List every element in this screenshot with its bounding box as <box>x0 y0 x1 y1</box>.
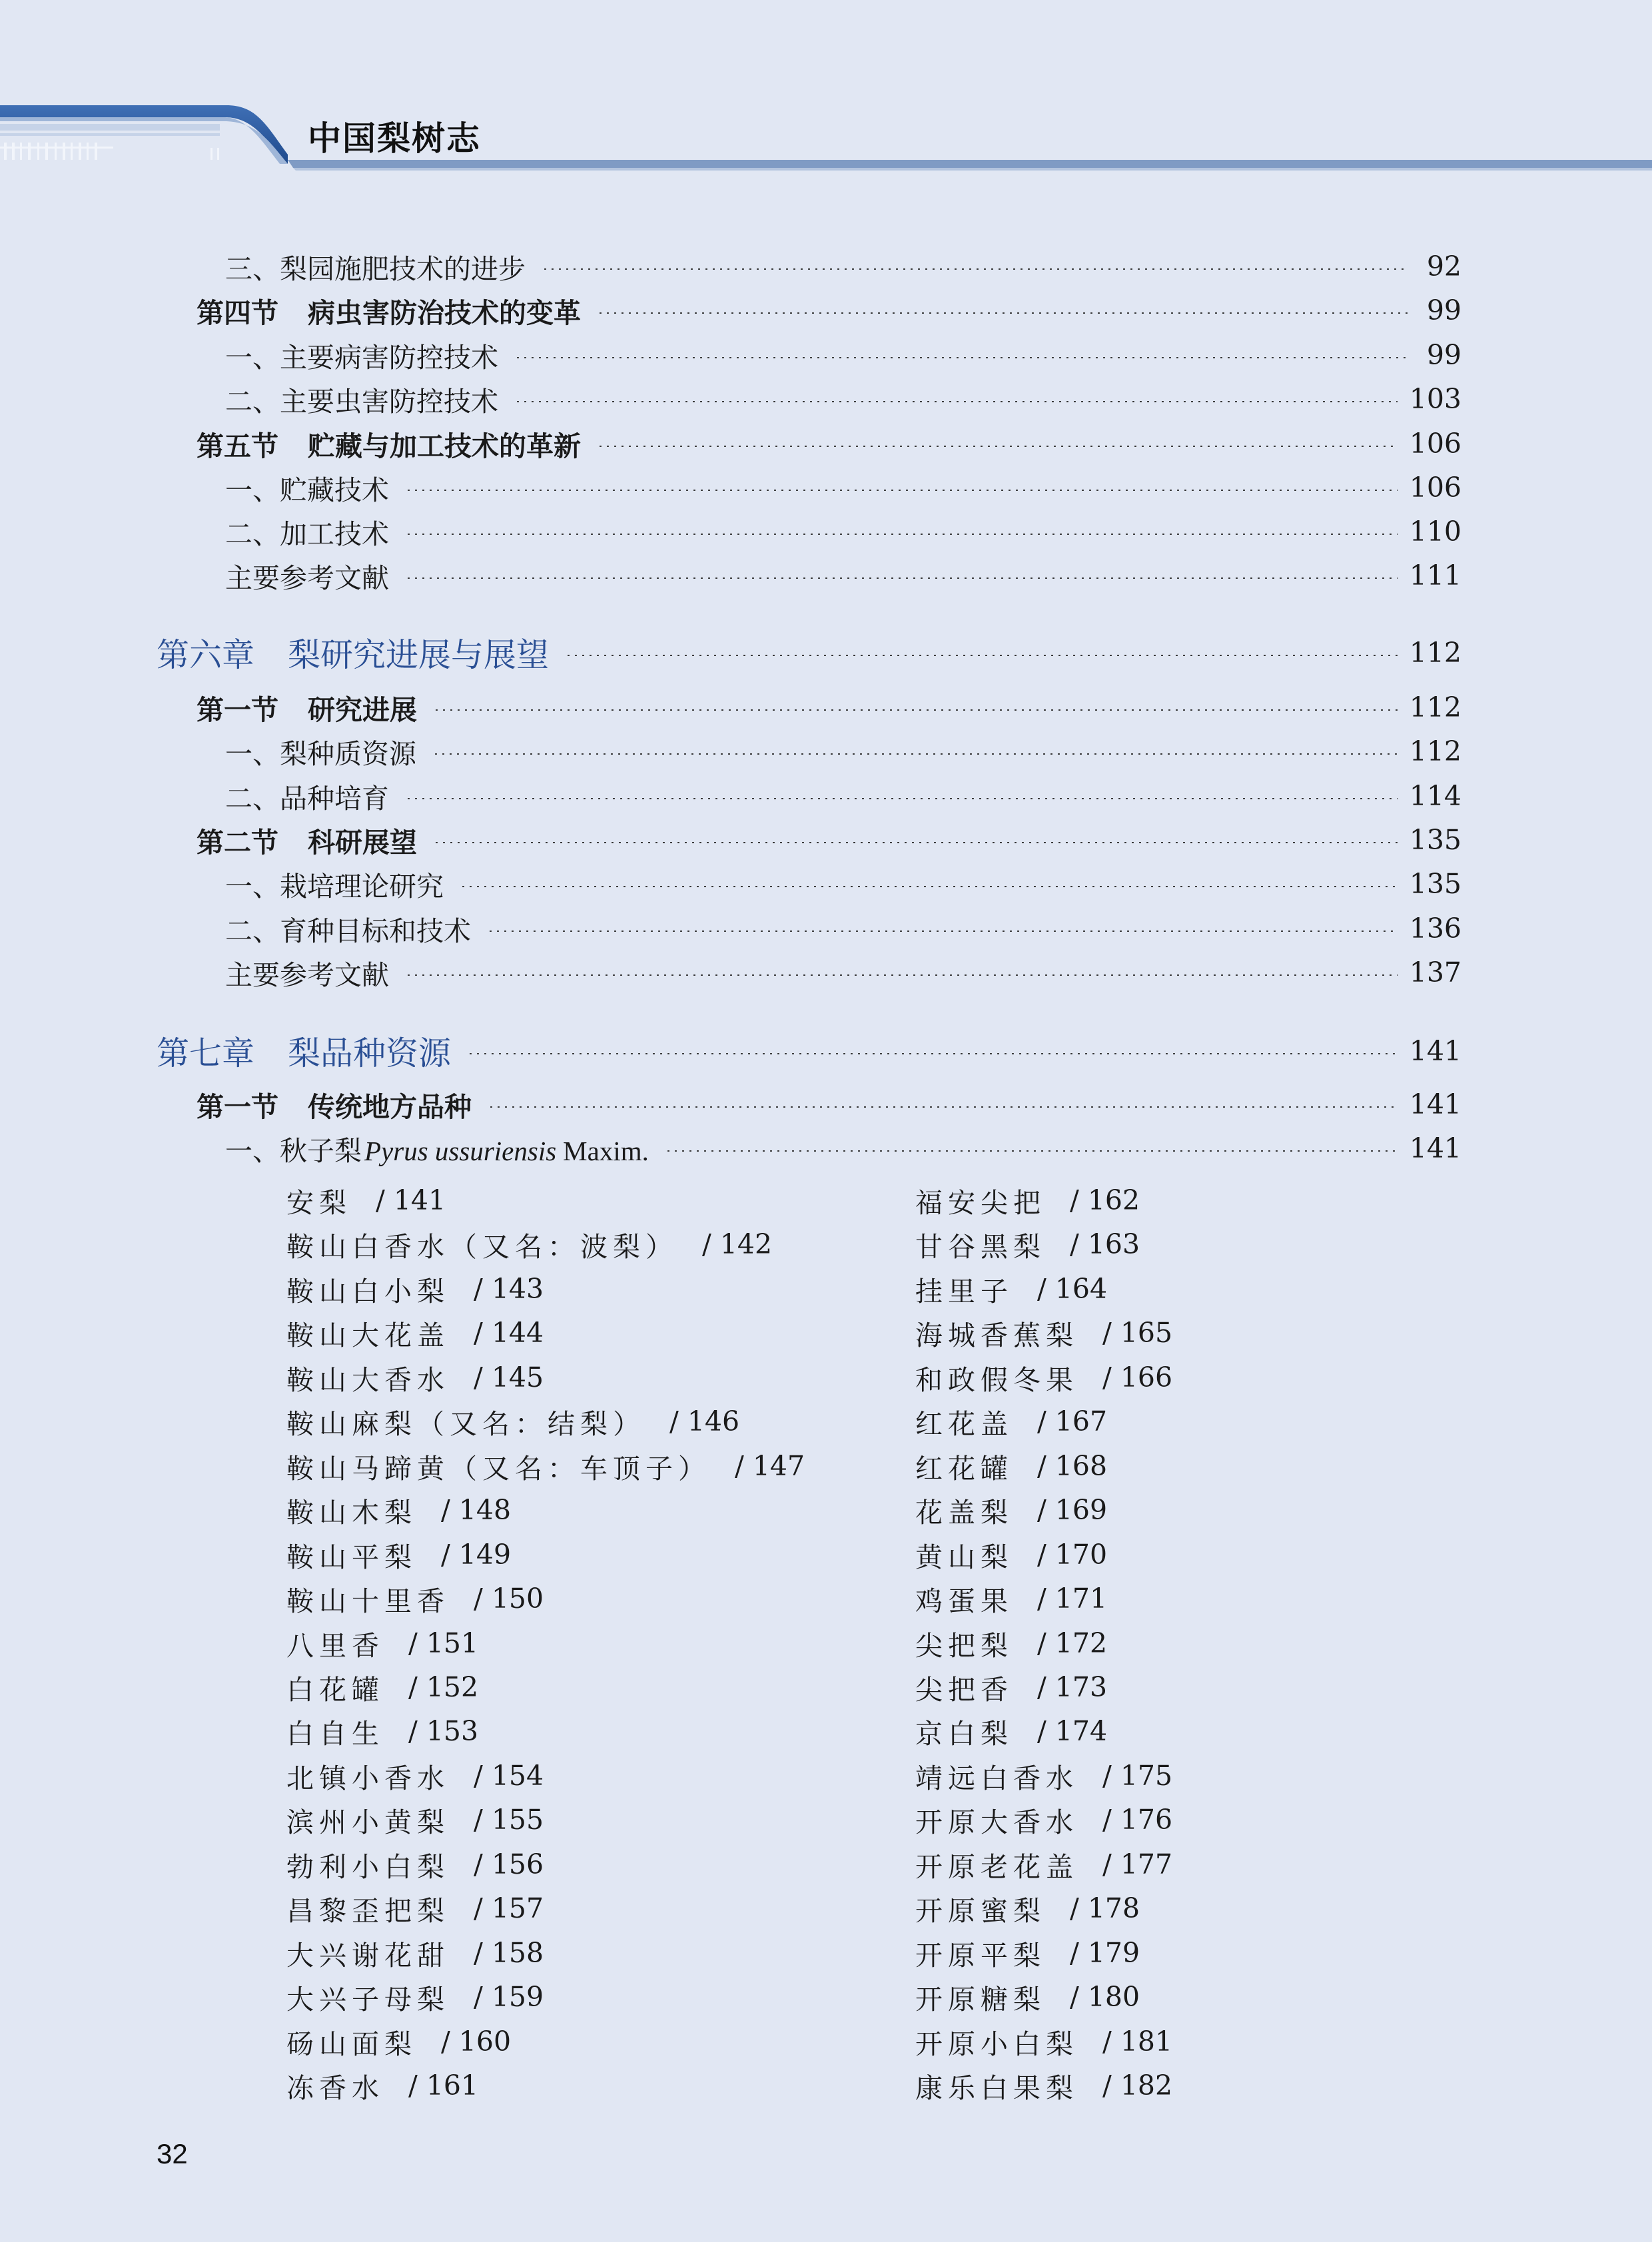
variety-page: / 148 <box>441 1494 512 1526</box>
toc-entry-text: 二、加工技术 <box>225 518 389 550</box>
variety-page: / 173 <box>1037 1671 1108 1703</box>
variety-name: 白花罐 <box>286 1673 384 1706</box>
dot-leader <box>433 709 1398 711</box>
variety-entry[interactable] <box>915 1269 1107 1309</box>
toc-subsection-row[interactable] <box>0 1128 1652 1168</box>
toc-entry-page: 136 <box>1409 913 1461 944</box>
toc-entry-title <box>225 380 498 419</box>
dot-leader <box>432 753 1398 755</box>
variety-entry[interactable] <box>915 1711 1107 1751</box>
toc-entry-page: 103 <box>1409 383 1461 415</box>
toc-entry-page: 141 <box>1409 1088 1461 1120</box>
toc-entry-page: 99 <box>1426 339 1461 371</box>
variety-name: 开原平梨 <box>915 1939 1046 1972</box>
toc-subsection-row[interactable] <box>0 952 1652 992</box>
toc-entry-page: 106 <box>1409 472 1461 504</box>
toc-subsection-row[interactable] <box>0 512 1652 552</box>
variety-entry[interactable] <box>915 1401 1107 1441</box>
variety-page: / 167 <box>1037 1405 1108 1437</box>
variety-entry[interactable] <box>915 2022 1172 2061</box>
toc-entry-number: 第七章 <box>157 1034 255 1072</box>
variety-name: 康乐白果梨 <box>915 2071 1078 2104</box>
toc-entry-text: 梨品种资源 <box>288 1034 452 1072</box>
variety-name: 鞍山大香水 <box>286 1363 450 1396</box>
toc-section-row[interactable] <box>0 687 1652 727</box>
variety-name: 开原蜜梨 <box>915 1894 1046 1927</box>
toc-entry-text: 研究进展 <box>308 693 417 726</box>
variety-name: 京白梨 <box>915 1717 1013 1750</box>
toc-entry-text: 科研展望 <box>308 826 417 859</box>
variety-name: 和政假冬果 <box>915 1363 1078 1396</box>
toc-entry-title <box>225 468 389 508</box>
toc-chapter-row[interactable] <box>0 1028 1652 1074</box>
variety-name: 开原老花盖 <box>915 1850 1078 1883</box>
variety-name: 勃利小白梨 <box>286 1850 450 1883</box>
variety-entry[interactable] <box>286 1446 805 1486</box>
dot-leader <box>542 268 1408 270</box>
dot-leader <box>488 1106 1398 1108</box>
variety-name: 冻香水 <box>286 2071 384 2104</box>
variety-entry[interactable] <box>915 1313 1172 1353</box>
toc-entry-text: 一、主要病害防控技术 <box>225 341 498 374</box>
variety-page: / 158 <box>474 1937 544 1969</box>
dot-leader <box>514 357 1408 358</box>
variety-entry[interactable] <box>286 1490 511 1530</box>
toc-entry-text: 主要参考文献 <box>225 561 389 594</box>
toc-subsection-row[interactable] <box>0 335 1652 375</box>
variety-page: / 177 <box>1102 1848 1173 1880</box>
variety-name: 挂里子 <box>915 1275 1013 1308</box>
variety-page: / 159 <box>474 1981 544 2013</box>
toc-entry-page: 135 <box>1409 868 1461 900</box>
toc-entry-number: 第四节 <box>197 296 278 329</box>
variety-name: 花盖梨 <box>915 1496 1013 1529</box>
variety-entry[interactable] <box>286 1535 511 1575</box>
variety-name: 安梨 <box>286 1186 352 1219</box>
dot-leader <box>433 842 1398 843</box>
toc-entry-page: 114 <box>1409 780 1461 812</box>
variety-name: 开原大香水 <box>915 1806 1078 1838</box>
variety-entry[interactable] <box>286 1667 478 1707</box>
toc-entry-title <box>197 821 417 860</box>
variety-entry[interactable] <box>286 1401 739 1441</box>
variety-page: / 166 <box>1102 1361 1173 1393</box>
toc-entry-number: 第五节 <box>197 430 278 462</box>
dot-leader <box>597 446 1398 447</box>
variety-page: / 142 <box>702 1228 773 1260</box>
variety-page: / 174 <box>1037 1715 1108 1747</box>
variety-page: / 178 <box>1070 1892 1140 1924</box>
variety-page: / 163 <box>1070 1228 1140 1260</box>
variety-entry[interactable] <box>286 1756 544 1796</box>
toc-entry-text: 病虫害防治技术的变革 <box>308 296 581 329</box>
variety-entry[interactable] <box>286 1357 544 1397</box>
variety-page: / 150 <box>474 1583 544 1615</box>
variety-page: / 181 <box>1102 2026 1173 2057</box>
toc-entry-text: 传统地方品种 <box>308 1090 472 1123</box>
variety-name: 开原糖梨 <box>915 1983 1046 2016</box>
toc-entry-page: 141 <box>1409 1035 1461 1067</box>
variety-entry[interactable] <box>915 1579 1107 1619</box>
toc-subsection-row[interactable] <box>0 246 1652 286</box>
toc-entry-title <box>197 688 417 727</box>
variety-page: / 149 <box>441 1539 512 1571</box>
variety-page: / 154 <box>474 1760 544 1792</box>
toc-entry-title <box>157 629 549 676</box>
toc-entry-page: 110 <box>1409 516 1461 548</box>
toc-entry-page: 106 <box>1409 428 1461 460</box>
toc-entry-title <box>225 909 471 948</box>
toc-entry-text: 三、梨园施肥技术的进步 <box>225 252 526 285</box>
variety-page: / 180 <box>1070 1981 1140 2013</box>
variety-name: 鞍山白小梨 <box>286 1275 450 1308</box>
toc-subsection-row[interactable] <box>0 379 1652 419</box>
toc-entry-page: 99 <box>1426 294 1461 326</box>
variety-entry[interactable] <box>915 1667 1107 1707</box>
variety-name: 尖把梨 <box>915 1629 1013 1662</box>
toc-entry-number: 第六章 <box>157 636 255 674</box>
variety-name: 滨州小黄梨 <box>286 1806 450 1838</box>
toc-entry-text: 二、品种培育 <box>225 782 389 815</box>
variety-entry[interactable] <box>286 1933 544 1973</box>
variety-entry[interactable] <box>915 1888 1140 1928</box>
toc-entry-text: 二、主要虫害防控技术 <box>225 385 498 418</box>
variety-page: / 147 <box>735 1450 805 1482</box>
toc-entry-page: 111 <box>1409 560 1461 591</box>
toc-entry-page: 135 <box>1409 824 1461 856</box>
toc-subsection-row[interactable] <box>0 776 1652 816</box>
variety-page: / 172 <box>1037 1627 1108 1659</box>
variety-entry[interactable] <box>286 1977 544 2017</box>
variety-page: / 165 <box>1102 1317 1173 1349</box>
toc-subsection-row[interactable] <box>0 468 1652 508</box>
variety-name: 靖远白香水 <box>915 1762 1078 1794</box>
toc-subsection-row[interactable] <box>0 731 1652 771</box>
variety-page: / 176 <box>1102 1804 1173 1836</box>
variety-page: / 157 <box>474 1892 544 1924</box>
toc-subsection-row[interactable] <box>0 864 1652 904</box>
toc-entry-author: Maxim. <box>563 1135 649 1166</box>
toc-entry-title <box>225 336 498 375</box>
toc-entry-text: 贮藏与加工技术的革新 <box>308 430 581 462</box>
variety-name: 北镇小香水 <box>286 1762 450 1794</box>
toc-entry-title <box>225 1129 649 1168</box>
variety-page: / 145 <box>474 1361 544 1393</box>
book-title: 中国梨树志 <box>308 119 481 158</box>
variety-name: 尖把香 <box>915 1673 1013 1706</box>
variety-name: 鸡蛋果 <box>915 1585 1013 1617</box>
variety-entry[interactable] <box>915 1756 1172 1796</box>
toc-subsection-row[interactable] <box>0 556 1652 595</box>
toc-chapter-row[interactable] <box>0 629 1652 676</box>
variety-name: 福安尖把 <box>915 1186 1046 1219</box>
variety-page: / 182 <box>1102 2069 1173 2101</box>
toc-section-row[interactable] <box>0 1084 1652 1124</box>
toc-entry-page: 112 <box>1409 735 1461 767</box>
toc-entry-title <box>225 556 389 595</box>
variety-name: 白自生 <box>286 1717 384 1750</box>
toc-entry-title <box>225 865 444 904</box>
toc-entry-title <box>225 512 389 552</box>
toc-entry-page: 112 <box>1409 691 1461 723</box>
variety-name: 砀山面梨 <box>286 2028 417 2060</box>
toc-entry-text: 梨研究进展与展望 <box>288 636 550 674</box>
toc-entry-text: 二、育种目标和技术 <box>225 915 471 947</box>
toc-entry-text: 一、栽培理论研究 <box>225 870 444 903</box>
variety-name: 开原小白梨 <box>915 2028 1078 2060</box>
variety-page: / 152 <box>408 1671 479 1703</box>
variety-name: 鞍山十里香 <box>286 1585 450 1617</box>
toc-entry-latin-name: Pyrus ussuriensis <box>364 1135 557 1166</box>
dot-leader <box>405 490 1398 491</box>
variety-page: / 151 <box>408 1627 479 1659</box>
variety-page: / 175 <box>1102 1760 1173 1792</box>
dot-leader <box>405 534 1398 535</box>
dot-leader <box>405 577 1398 579</box>
variety-entry[interactable] <box>286 1800 544 1840</box>
variety-entry[interactable] <box>915 1800 1172 1840</box>
variety-name: 鞍山白香水（又名：波梨） <box>286 1230 678 1263</box>
variety-page: / 162 <box>1070 1184 1140 1216</box>
variety-name: 八里香 <box>286 1629 384 1662</box>
page-number: 32 <box>157 2138 188 2169</box>
toc-entry-page: 141 <box>1409 1132 1461 1164</box>
dot-leader <box>514 401 1398 402</box>
variety-name: 红花罐 <box>915 1452 1013 1485</box>
variety-page: / 143 <box>474 1273 544 1305</box>
dot-leader <box>565 655 1398 656</box>
dot-leader <box>597 312 1408 314</box>
variety-entry[interactable] <box>286 1269 544 1309</box>
toc-section-row[interactable] <box>0 424 1652 464</box>
variety-page: / 153 <box>408 1715 479 1747</box>
variety-page: / 170 <box>1037 1539 1108 1571</box>
variety-name: 红花盖 <box>915 1407 1013 1440</box>
toc-entry-title <box>225 953 389 992</box>
toc-entry-title <box>197 291 581 330</box>
variety-page: / 179 <box>1070 1937 1140 1969</box>
variety-entry[interactable] <box>286 1711 478 1751</box>
variety-entry[interactable] <box>915 1844 1172 1884</box>
dot-leader <box>467 1053 1398 1054</box>
variety-entry[interactable] <box>915 1977 1140 2017</box>
variety-page: / 156 <box>474 1848 544 1880</box>
variety-page: / 144 <box>474 1317 544 1349</box>
variety-name: 昌黎歪把梨 <box>286 1894 450 1927</box>
variety-name: 鞍山木梨 <box>286 1496 417 1529</box>
toc-entry-page: 137 <box>1409 956 1461 988</box>
variety-entry[interactable] <box>915 1933 1140 1973</box>
toc-subsection-row[interactable] <box>0 909 1652 948</box>
toc-entry-text: 一、秋子梨 <box>225 1134 362 1167</box>
variety-name: 鞍山平梨 <box>286 1541 417 1573</box>
variety-name: 甘谷黑梨 <box>915 1230 1046 1263</box>
variety-entry[interactable] <box>286 1579 544 1619</box>
toc-entry-title <box>197 424 581 464</box>
toc-entry-page: 92 <box>1426 250 1461 282</box>
variety-entry[interactable] <box>915 2065 1172 2105</box>
toc-entry-title <box>225 777 389 816</box>
variety-entry[interactable] <box>286 1224 772 1264</box>
dot-leader <box>405 798 1398 799</box>
dot-leader <box>487 931 1398 932</box>
variety-page: / 171 <box>1037 1583 1108 1615</box>
toc-entry-text: 一、梨种质资源 <box>225 737 416 770</box>
dot-leader <box>460 886 1398 887</box>
variety-entry[interactable] <box>286 2022 511 2061</box>
variety-page: / 160 <box>441 2026 512 2057</box>
variety-page: / 141 <box>376 1184 446 1216</box>
toc-section-row[interactable] <box>0 820 1652 860</box>
toc-section-row[interactable] <box>0 290 1652 330</box>
variety-name: 鞍山马蹄黄（又名：车顶子） <box>286 1452 711 1485</box>
toc-entry-title <box>225 732 416 771</box>
variety-name: 海城香蕉梨 <box>915 1319 1078 1351</box>
variety-name: 黄山梨 <box>915 1541 1013 1573</box>
variety-entry[interactable] <box>915 1224 1140 1264</box>
variety-name: 大兴子母梨 <box>286 1983 450 2016</box>
variety-page: / 161 <box>408 2069 479 2101</box>
variety-entry[interactable] <box>286 1844 544 1884</box>
dot-leader <box>405 974 1398 976</box>
toc-entry-number: 第一节 <box>197 1090 278 1123</box>
variety-page: / 168 <box>1037 1450 1108 1482</box>
variety-entry[interactable] <box>286 1180 446 1220</box>
variety-name: 鞍山大花盖 <box>286 1319 450 1351</box>
toc-entry-number: 第一节 <box>197 693 278 726</box>
variety-entry[interactable] <box>286 2065 478 2105</box>
toc-entry-number: 第二节 <box>197 826 278 859</box>
variety-page: / 164 <box>1037 1273 1108 1305</box>
variety-name: 大兴谢花甜 <box>286 1939 450 1972</box>
toc-entry-title <box>157 1028 451 1074</box>
variety-entry[interactable] <box>286 1888 544 1928</box>
variety-page: / 169 <box>1037 1494 1108 1526</box>
variety-entry[interactable] <box>286 1313 544 1353</box>
variety-entry[interactable] <box>915 1180 1140 1220</box>
variety-name: 鞍山麻梨（又名：结梨） <box>286 1407 645 1440</box>
variety-entry[interactable] <box>915 1535 1107 1575</box>
variety-entry[interactable] <box>915 1623 1107 1663</box>
toc-entry-title <box>197 1085 472 1124</box>
toc-entry-text: 一、贮藏技术 <box>225 474 389 506</box>
toc-entry-page: 112 <box>1409 637 1461 669</box>
toc-entry-title <box>225 247 526 286</box>
variety-entry[interactable] <box>915 1446 1107 1486</box>
variety-entry[interactable] <box>286 1623 478 1663</box>
toc-entry-text: 主要参考文献 <box>225 958 389 991</box>
variety-page: / 155 <box>474 1804 544 1836</box>
variety-entry[interactable] <box>915 1357 1172 1397</box>
variety-entry[interactable] <box>915 1490 1107 1530</box>
dot-leader <box>665 1150 1398 1152</box>
variety-page: / 146 <box>669 1405 740 1437</box>
